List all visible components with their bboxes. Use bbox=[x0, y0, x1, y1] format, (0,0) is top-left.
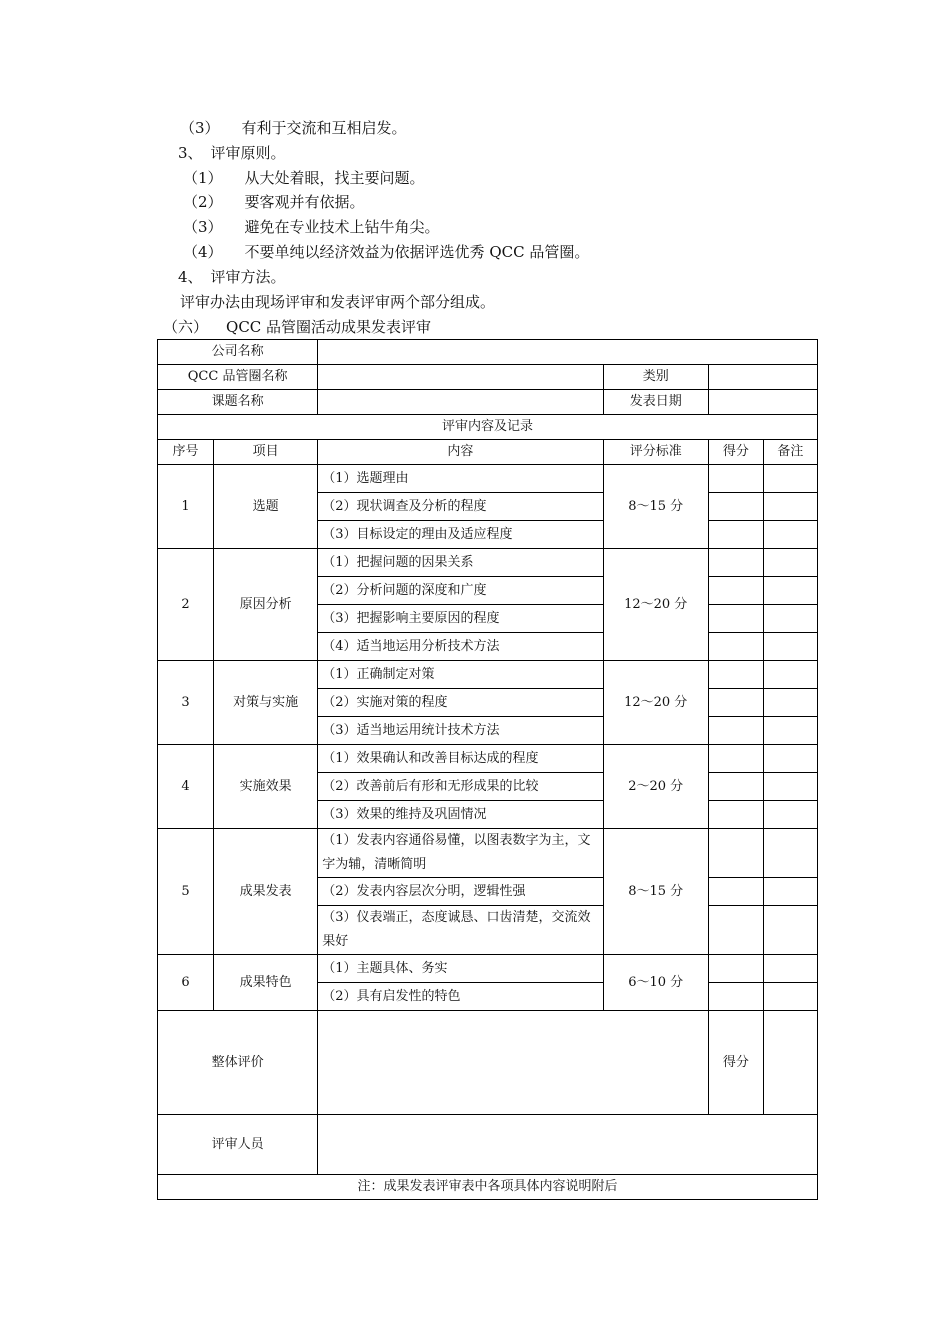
intro-line-text: 从大处着眼，找主要问题。 bbox=[244, 169, 425, 187]
review-table bbox=[157, 339, 818, 1200]
intro-line-text: 不要单纯以经济效益为依据评选优秀 QCC 品管圈。 bbox=[244, 243, 590, 261]
intro-line bbox=[183, 217, 440, 237]
intro-line bbox=[178, 267, 286, 287]
intro-line-number: （2） bbox=[183, 193, 223, 211]
intro-line-text: 评审原则。 bbox=[210, 144, 286, 162]
overall-score-label: 得分 bbox=[708, 1011, 763, 1115]
score-input-cell[interactable] bbox=[708, 605, 763, 633]
note-input-cell[interactable] bbox=[763, 717, 817, 745]
note-input-cell[interactable] bbox=[763, 633, 817, 661]
note-input-cell[interactable] bbox=[763, 745, 817, 773]
note-input-cell[interactable] bbox=[763, 801, 817, 829]
group-number: 1 bbox=[158, 465, 214, 549]
intro-line-text: 有利于交流和互相启发。 bbox=[241, 119, 407, 137]
content-cell: （2）分析问题的深度和广度 bbox=[318, 577, 603, 605]
qcc-name-value-cell[interactable] bbox=[318, 365, 603, 390]
score-row bbox=[158, 465, 818, 493]
score-standard: 8～15 分 bbox=[603, 465, 708, 549]
intro-line-text: 避免在专业技术上钻牛角尖。 bbox=[244, 218, 440, 236]
content-cell: （1）发表内容通俗易懂，以图表数字为主，文字为辅，清晰简明 bbox=[318, 829, 603, 878]
score-row bbox=[158, 829, 818, 878]
header-no: 序号 bbox=[158, 440, 214, 465]
header-row bbox=[158, 440, 818, 465]
intro-line-text: QCC 品管圈活动成果发表评审 bbox=[226, 318, 432, 336]
date-label: 发表日期 bbox=[603, 390, 708, 415]
content-cell: （2）实施对策的程度 bbox=[318, 689, 603, 717]
header-score: 得分 bbox=[708, 440, 763, 465]
note-input-cell[interactable] bbox=[763, 689, 817, 717]
intro-line bbox=[183, 168, 425, 188]
group-item: 原因分析 bbox=[214, 549, 318, 661]
score-input-cell[interactable] bbox=[708, 521, 763, 549]
content-cell: （2）具有启发性的特色 bbox=[318, 983, 603, 1011]
qcc-name-row bbox=[158, 365, 818, 390]
header-content: 内容 bbox=[318, 440, 603, 465]
note-input-cell[interactable] bbox=[763, 465, 817, 493]
intro-line-number: 4、 bbox=[178, 268, 203, 286]
note-input-cell[interactable] bbox=[763, 773, 817, 801]
note-input-cell[interactable] bbox=[763, 549, 817, 577]
score-standard: 2～20 分 bbox=[603, 745, 708, 829]
overall-label: 整体评价 bbox=[158, 1011, 318, 1115]
note-input-cell[interactable] bbox=[763, 577, 817, 605]
group-item: 选题 bbox=[214, 465, 318, 549]
score-row bbox=[158, 955, 818, 983]
content-cell: （1）效果确认和改善目标达成的程度 bbox=[318, 745, 603, 773]
group-item: 对策与实施 bbox=[214, 661, 318, 745]
topic-value-cell[interactable] bbox=[318, 390, 603, 415]
note-input-cell[interactable] bbox=[763, 878, 817, 906]
date-value-cell[interactable] bbox=[708, 390, 817, 415]
content-cell: （1）主题具体、务实 bbox=[318, 955, 603, 983]
score-input-cell[interactable] bbox=[708, 493, 763, 521]
content-cell: （3）效果的维持及巩固情况 bbox=[318, 801, 603, 829]
note-input-cell[interactable] bbox=[763, 829, 817, 878]
note-input-cell[interactable] bbox=[763, 955, 817, 983]
topic-row bbox=[158, 390, 818, 415]
group-item: 成果特色 bbox=[214, 955, 318, 1011]
score-input-cell[interactable] bbox=[708, 878, 763, 906]
intro-line-text: 评审办法由现场评审和发表评审两个部分组成。 bbox=[180, 293, 496, 311]
score-input-cell[interactable] bbox=[708, 577, 763, 605]
score-input-cell[interactable] bbox=[708, 906, 763, 955]
group-number: 2 bbox=[158, 549, 214, 661]
footnote: 注：成果发表评审表中各项具体内容说明附后 bbox=[158, 1175, 818, 1200]
intro-line bbox=[183, 192, 365, 212]
intro-line-number: （4） bbox=[183, 243, 223, 261]
score-input-cell[interactable] bbox=[708, 661, 763, 689]
score-input-cell[interactable] bbox=[708, 689, 763, 717]
intro-line-text: 评审方法。 bbox=[210, 268, 286, 286]
intro-line-number: （六） bbox=[163, 318, 209, 336]
intro-line bbox=[180, 292, 495, 312]
group-item: 实施效果 bbox=[214, 745, 318, 829]
score-input-cell[interactable] bbox=[708, 773, 763, 801]
score-input-cell[interactable] bbox=[708, 983, 763, 1011]
intro-line bbox=[163, 317, 431, 337]
score-standard: 12～20 分 bbox=[603, 549, 708, 661]
company-row bbox=[158, 340, 818, 365]
intro-line-number: 3、 bbox=[178, 144, 203, 162]
note-input-cell[interactable] bbox=[763, 983, 817, 1011]
score-row bbox=[158, 661, 818, 689]
company-value-cell[interactable] bbox=[318, 340, 818, 365]
intro-line-number: （1） bbox=[183, 169, 223, 187]
content-cell: （3）把握影响主要原因的程度 bbox=[318, 605, 603, 633]
content-cell: （1）选题理由 bbox=[318, 465, 603, 493]
score-input-cell[interactable] bbox=[708, 801, 763, 829]
content-cell: （2）改善前后有形和无形成果的比较 bbox=[318, 773, 603, 801]
content-cell: （3）目标设定的理由及适应程度 bbox=[318, 521, 603, 549]
intro-line-text: 要客观并有依据。 bbox=[244, 193, 365, 211]
content-cell: （2）现状调查及分析的程度 bbox=[318, 493, 603, 521]
qcc-name-label: QCC 品管圈名称 bbox=[158, 365, 318, 390]
overall-row bbox=[158, 1011, 818, 1115]
overall-score-cell[interactable] bbox=[763, 1011, 817, 1115]
content-cell: （3）仪表端正，态度诚恳、口齿清楚，交流效果好 bbox=[318, 906, 603, 955]
section-title-row bbox=[158, 415, 818, 440]
score-input-cell[interactable] bbox=[708, 549, 763, 577]
category-label: 类别 bbox=[603, 365, 708, 390]
intro-line bbox=[180, 118, 407, 138]
header-item: 项目 bbox=[214, 440, 318, 465]
group-number: 5 bbox=[158, 829, 214, 955]
content-cell: （3）适当地运用统计技术方法 bbox=[318, 717, 603, 745]
intro-line bbox=[178, 143, 286, 163]
content-cell: （4）适当地运用分析技术方法 bbox=[318, 633, 603, 661]
group-number: 6 bbox=[158, 955, 214, 1011]
category-value-cell[interactable] bbox=[708, 365, 817, 390]
note-input-cell[interactable] bbox=[763, 493, 817, 521]
overall-comment-cell[interactable] bbox=[318, 1011, 709, 1115]
content-cell: （2）发表内容层次分明，逻辑性强 bbox=[318, 878, 603, 906]
reviewer-label: 评审人员 bbox=[158, 1115, 318, 1175]
score-input-cell[interactable] bbox=[708, 717, 763, 745]
intro-line bbox=[183, 242, 589, 262]
score-input-cell[interactable] bbox=[708, 829, 763, 878]
score-input-cell[interactable] bbox=[708, 633, 763, 661]
score-input-cell[interactable] bbox=[708, 465, 763, 493]
section-title: 评审内容及记录 bbox=[158, 415, 818, 440]
company-label: 公司名称 bbox=[158, 340, 318, 365]
reviewer-row bbox=[158, 1115, 818, 1175]
score-input-cell[interactable] bbox=[708, 955, 763, 983]
note-input-cell[interactable] bbox=[763, 906, 817, 955]
content-cell: （1）把握问题的因果关系 bbox=[318, 549, 603, 577]
content-cell: （1）正确制定对策 bbox=[318, 661, 603, 689]
score-row bbox=[158, 745, 818, 773]
intro-line-number: （3） bbox=[183, 218, 223, 236]
reviewer-value-cell[interactable] bbox=[318, 1115, 818, 1175]
score-row bbox=[158, 549, 818, 577]
score-standard: 6～10 分 bbox=[603, 955, 708, 1011]
header-standard: 评分标准 bbox=[603, 440, 708, 465]
topic-label: 课题名称 bbox=[158, 390, 318, 415]
score-standard: 8～15 分 bbox=[603, 829, 708, 955]
score-standard: 12～20 分 bbox=[603, 661, 708, 745]
group-number: 4 bbox=[158, 745, 214, 829]
note-input-cell[interactable] bbox=[763, 661, 817, 689]
group-item: 成果发表 bbox=[214, 829, 318, 955]
footnote-row bbox=[158, 1175, 818, 1200]
intro-line-number: （3） bbox=[180, 119, 220, 137]
note-input-cell[interactable] bbox=[763, 605, 817, 633]
group-number: 3 bbox=[158, 661, 214, 745]
header-note: 备注 bbox=[763, 440, 817, 465]
score-input-cell[interactable] bbox=[708, 745, 763, 773]
note-input-cell[interactable] bbox=[763, 521, 817, 549]
